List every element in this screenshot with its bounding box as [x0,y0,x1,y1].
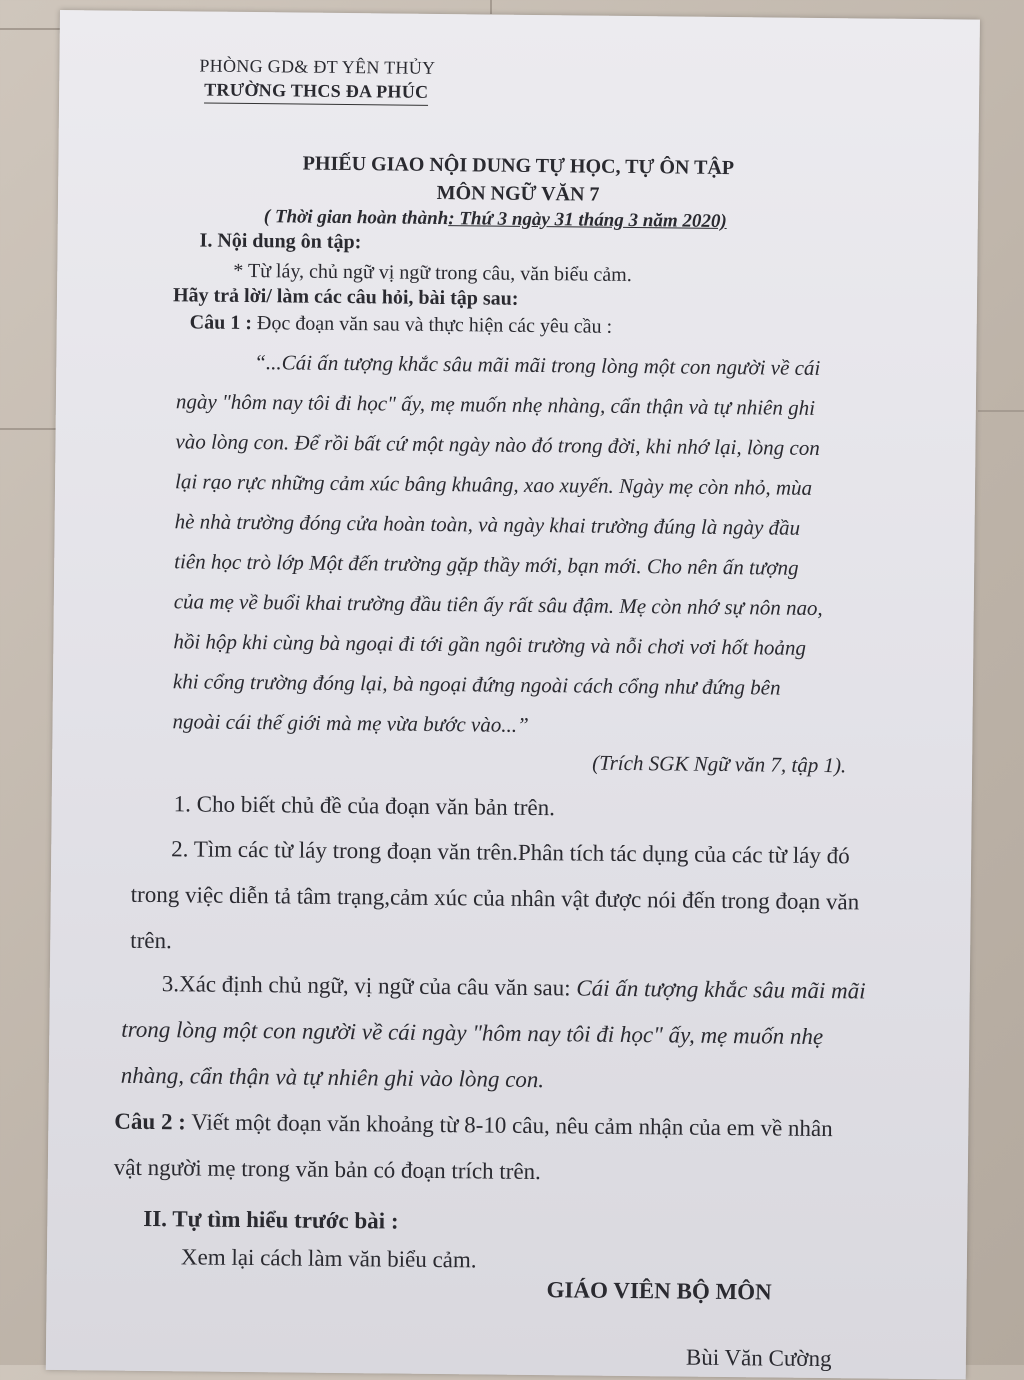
department-name: PHÒNG GD& ĐT YÊN THỦY [199,55,436,78]
passage-line: của mẹ về buổi khai trường đầu tiên ấy rất sâu đậm. Mẹ còn nhớ sự nôn nao, [173,589,823,621]
question2-label: Câu 2 : [114,1108,187,1135]
passage-source: (Trích SGK Ngữ văn 7, tập 1). [592,750,847,778]
passage-line: lại rạo rực những cảm xúc bâng khuâng, xao xuyến. Ngày mẹ còn nhỏ, mùa [174,469,813,500]
deadline-value: : Thứ 3 ngày 31 tháng 3 năm 2020) [448,208,727,232]
question2 [114,1099,833,1199]
school-name: TRƯỜNG THCS ĐA PHÚC [204,80,428,106]
section1-heading: I. Nội dung ôn tập: [199,229,362,254]
deadline-prefix: ( Thời gian hoàn thành [263,206,449,230]
passage-line: vào lòng con. Để rồi bất cứ một ngày nào đó trong đời, khi nhớ lại, lòng con [175,429,820,460]
question1-prompt: Đọc đoạn văn sau và thực hiện các yêu cầu : [256,312,613,338]
item3-line: nhàng, cẩn thận và tự nhiên ghi vào lòng con. [120,1062,545,1093]
subject-title: MÔN NGỮ VĂN 7 [436,181,600,206]
worksheet-title: PHIẾU GIAO NỘI DUNG TỰ HỌC, TỰ ÔN TẬP [302,152,735,180]
floor-tile-line-top [0,28,60,30]
signature-role: GIÁO VIÊN BỘ MÔN [546,1277,772,1305]
question1-item3 [121,961,866,1107]
passage-line: tiên học trò lớp Một đến trường gặp thầy mới, bạn mới. Cho nên ấn tượng [174,549,799,580]
section2-content: Xem lại cách làm văn biểu cảm. [180,1244,477,1273]
teacher-name: Bùi Văn Cường [685,1344,832,1372]
item3-prefix: 3.Xác định chủ ngữ, vị ngữ của câu văn sau: [161,971,577,1001]
worksheet-paper [46,10,980,1380]
section2-heading: II. Tự tìm hiểu trước bài : [143,1205,399,1234]
question2-text: Viết một đoạn văn khoảng từ 8-10 câu, nêu cảm nhận của em về nhân [191,1109,833,1142]
floor-tile-line-left [0,428,60,430]
item2-line: 2. Tìm các từ láy trong đoạn văn trên.Phân tích tác dụng của các từ láy đó [171,836,850,869]
passage-line: khi cổng trường đóng lại, bà ngoại đứng ngoài cách cổng như đứng bên [172,669,781,700]
passage-line: “...Cái ấn tượng khắc sâu mãi mãi trong lòng một con người về cái [254,350,821,380]
item2-line: trong việc diễn tả tâm trạng,cảm xúc của nhân vật được nói đến trong đoạn văn [130,881,860,915]
item2-line: trên. [130,927,172,954]
section1-content: * Từ láy, chủ ngữ vị ngữ trong câu, văn biểu cảm. [233,259,632,287]
question1-item2 [130,826,860,972]
deadline-line [264,206,727,233]
item3-sentence: Cái ấn tượng khắc sâu mãi mãi [576,975,866,1004]
question1-label: Câu 1 : [189,311,253,335]
passage-line: hè nhà trường đóng cửa hoàn toàn, và ngày khai trường đúng là ngày đầu [174,509,801,540]
passage-line: ngày "hôm nay tôi đi học" ấy, mẹ muốn nhẹ nhàng, cẩn thận và tự nhiên ghi [175,389,816,420]
section1-instruction: Hãy trả lời/ làm các câu hỏi, bài tập sau: [172,284,519,310]
floor-tile-line-vert [490,0,492,14]
item3-line [122,961,866,1015]
question2-line [114,1099,833,1153]
floor-tile-line-right [978,410,1024,412]
passage-line: ngoài cái thế giới mà mẹ vừa bước vào...” [172,709,529,737]
question2-line: vật người mẹ trong văn bản có đoạn trích trên. [113,1154,542,1185]
question1-item1: 1. Cho biết chủ đề của đoạn văn bản trên. [173,791,556,821]
item3-line: trong lòng một con người về cái ngày "hôm nay tôi đi học" ấy, mẹ muốn nhẹ [121,1016,824,1050]
passage-line: hồi hộp khi cùng bà ngoại đi tới gần ngôi trường và nỗi chơi vơi hốt hoảng [173,629,807,660]
question1-line [190,311,613,338]
passage [172,341,946,749]
